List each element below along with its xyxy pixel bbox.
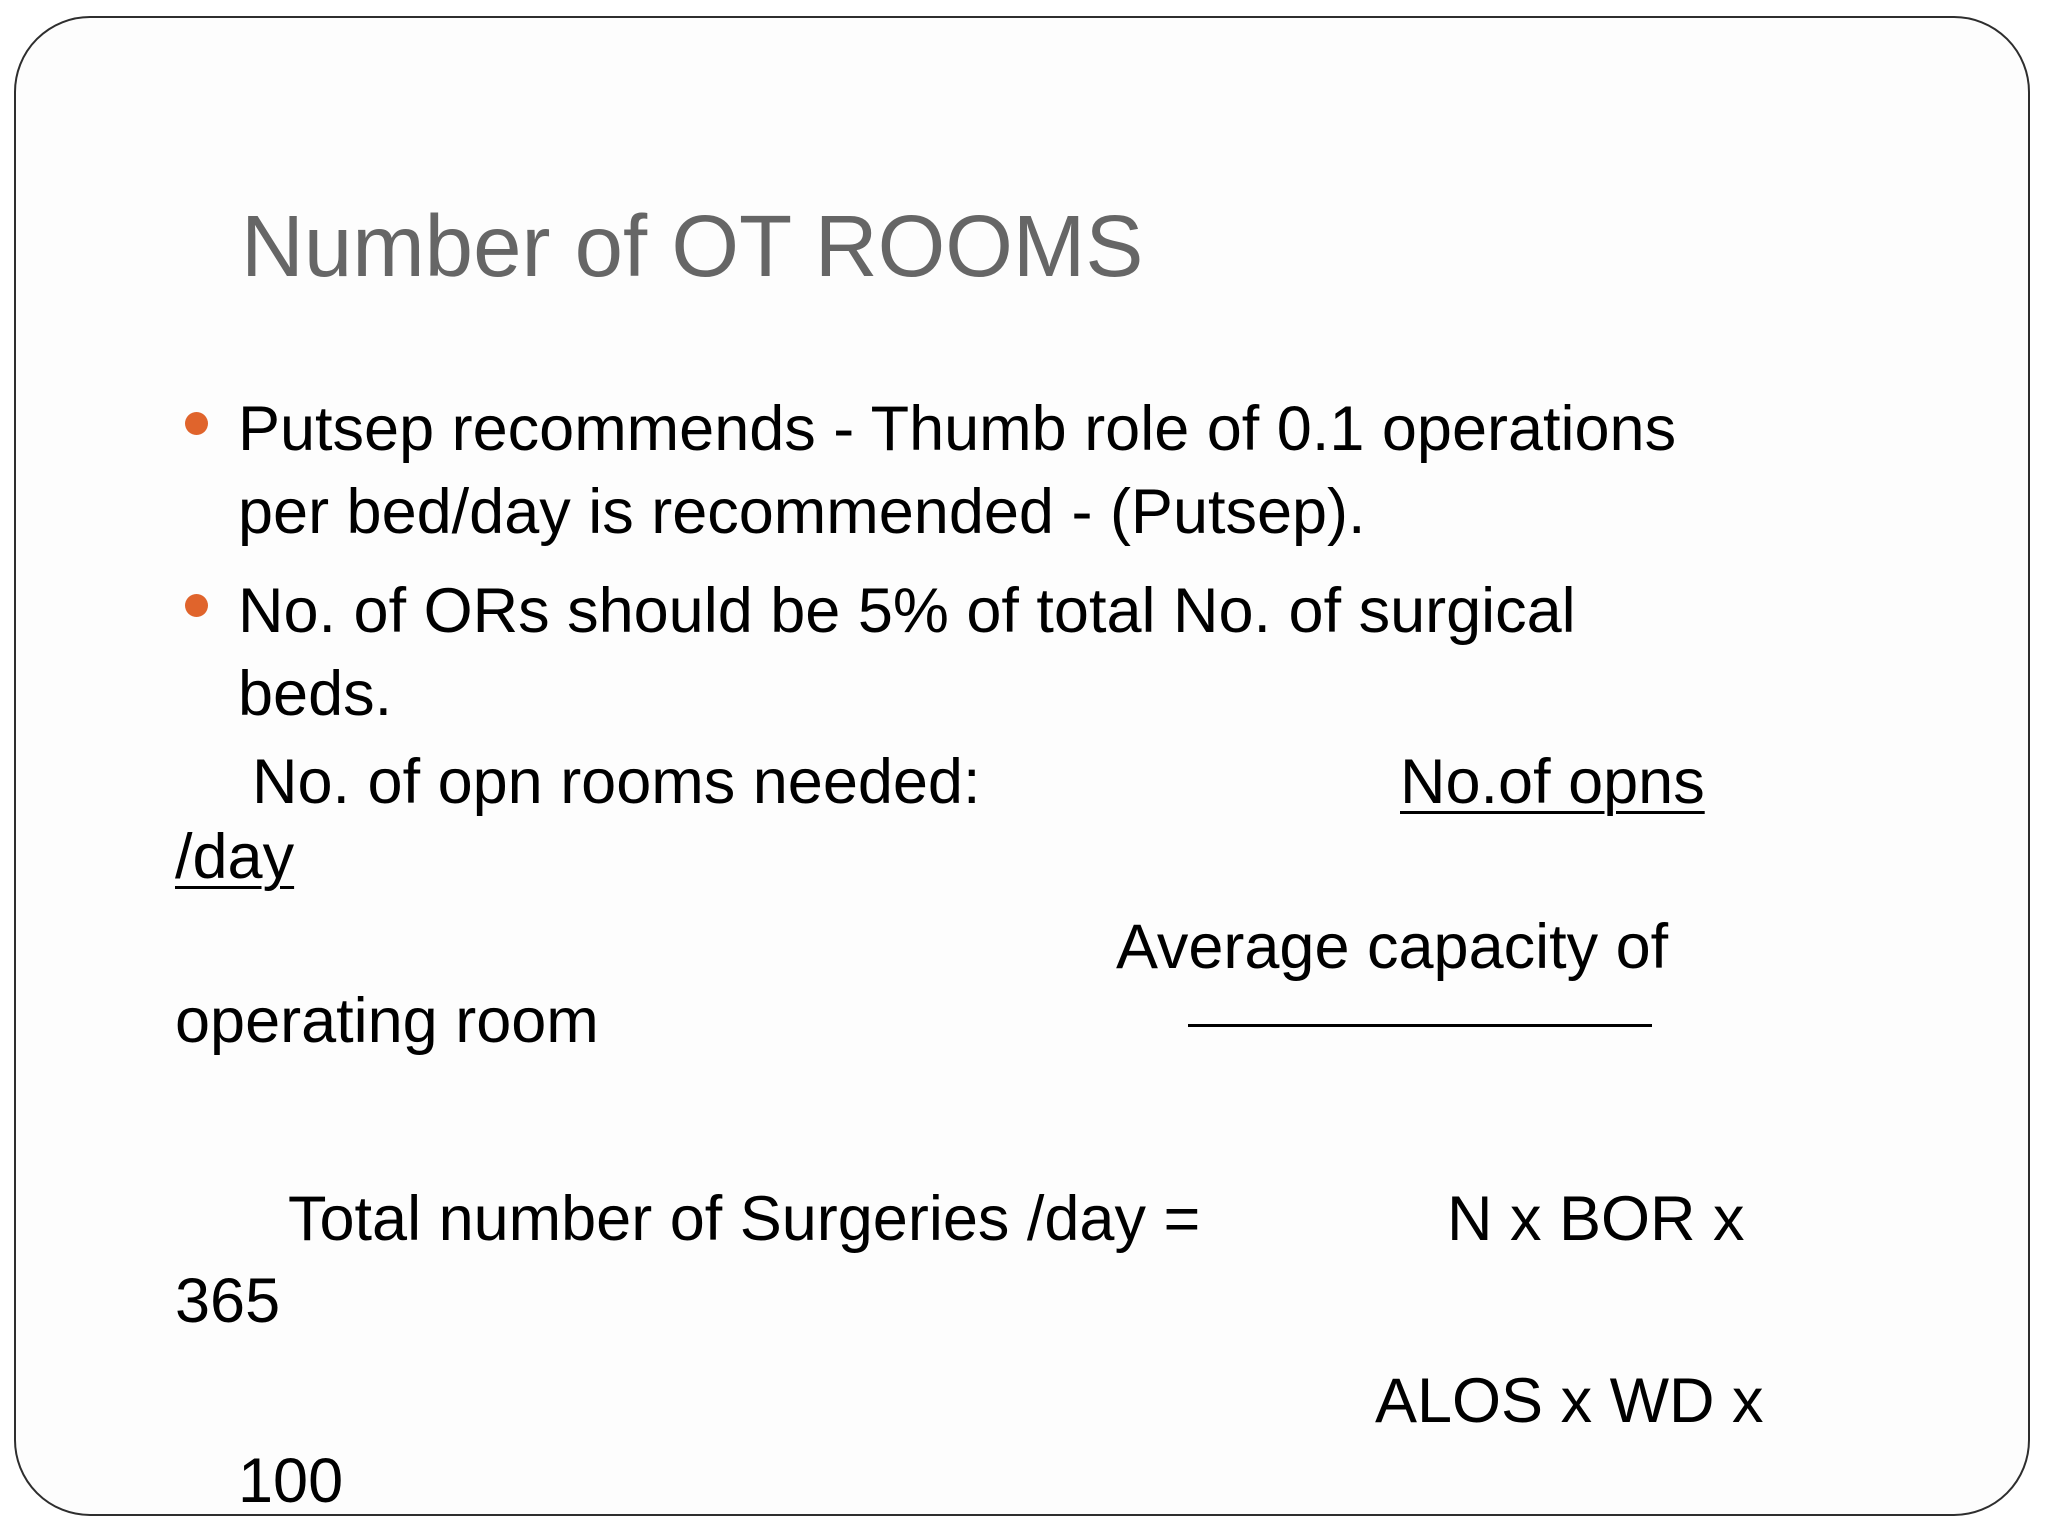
formula-1-denominator-b: operating room xyxy=(175,986,599,1056)
bullet-2-line-1: No. of ORs should be 5% of total No. of surgical xyxy=(238,576,1576,646)
bullet-1-line-2: per bed/day is recommended - (Putsep). xyxy=(238,477,1366,547)
formula-2-denominator-a: ALOS x WD x xyxy=(1375,1366,1764,1436)
formula-1-numerator-a: No.of opns xyxy=(1400,747,1705,817)
formula-2-denominator-b: 100 xyxy=(238,1446,344,1516)
bullet-dot-icon xyxy=(185,594,208,617)
formula-2-label: Total number of Surgeries /day = xyxy=(288,1184,1201,1254)
slide xyxy=(14,16,2030,1516)
formula-1-denominator-a: Average capacity of xyxy=(1116,912,1669,982)
bullet-1-line-1: Putsep recommends - Thumb role of 0.1 operations xyxy=(238,394,1677,464)
formula-2-numerator-a: N x BOR x xyxy=(1447,1184,1745,1254)
fraction-bar xyxy=(1188,1024,1652,1027)
bullet-2-line-2: beds. xyxy=(238,659,393,729)
formula-1-label: No. of opn rooms needed: xyxy=(252,747,981,817)
formula-1-numerator-b: /day xyxy=(175,822,295,892)
formula-2-numerator-b: 365 xyxy=(175,1266,281,1336)
bullet-dot-icon xyxy=(185,412,208,435)
slide-title: Number of OT ROOMS xyxy=(241,198,1144,295)
